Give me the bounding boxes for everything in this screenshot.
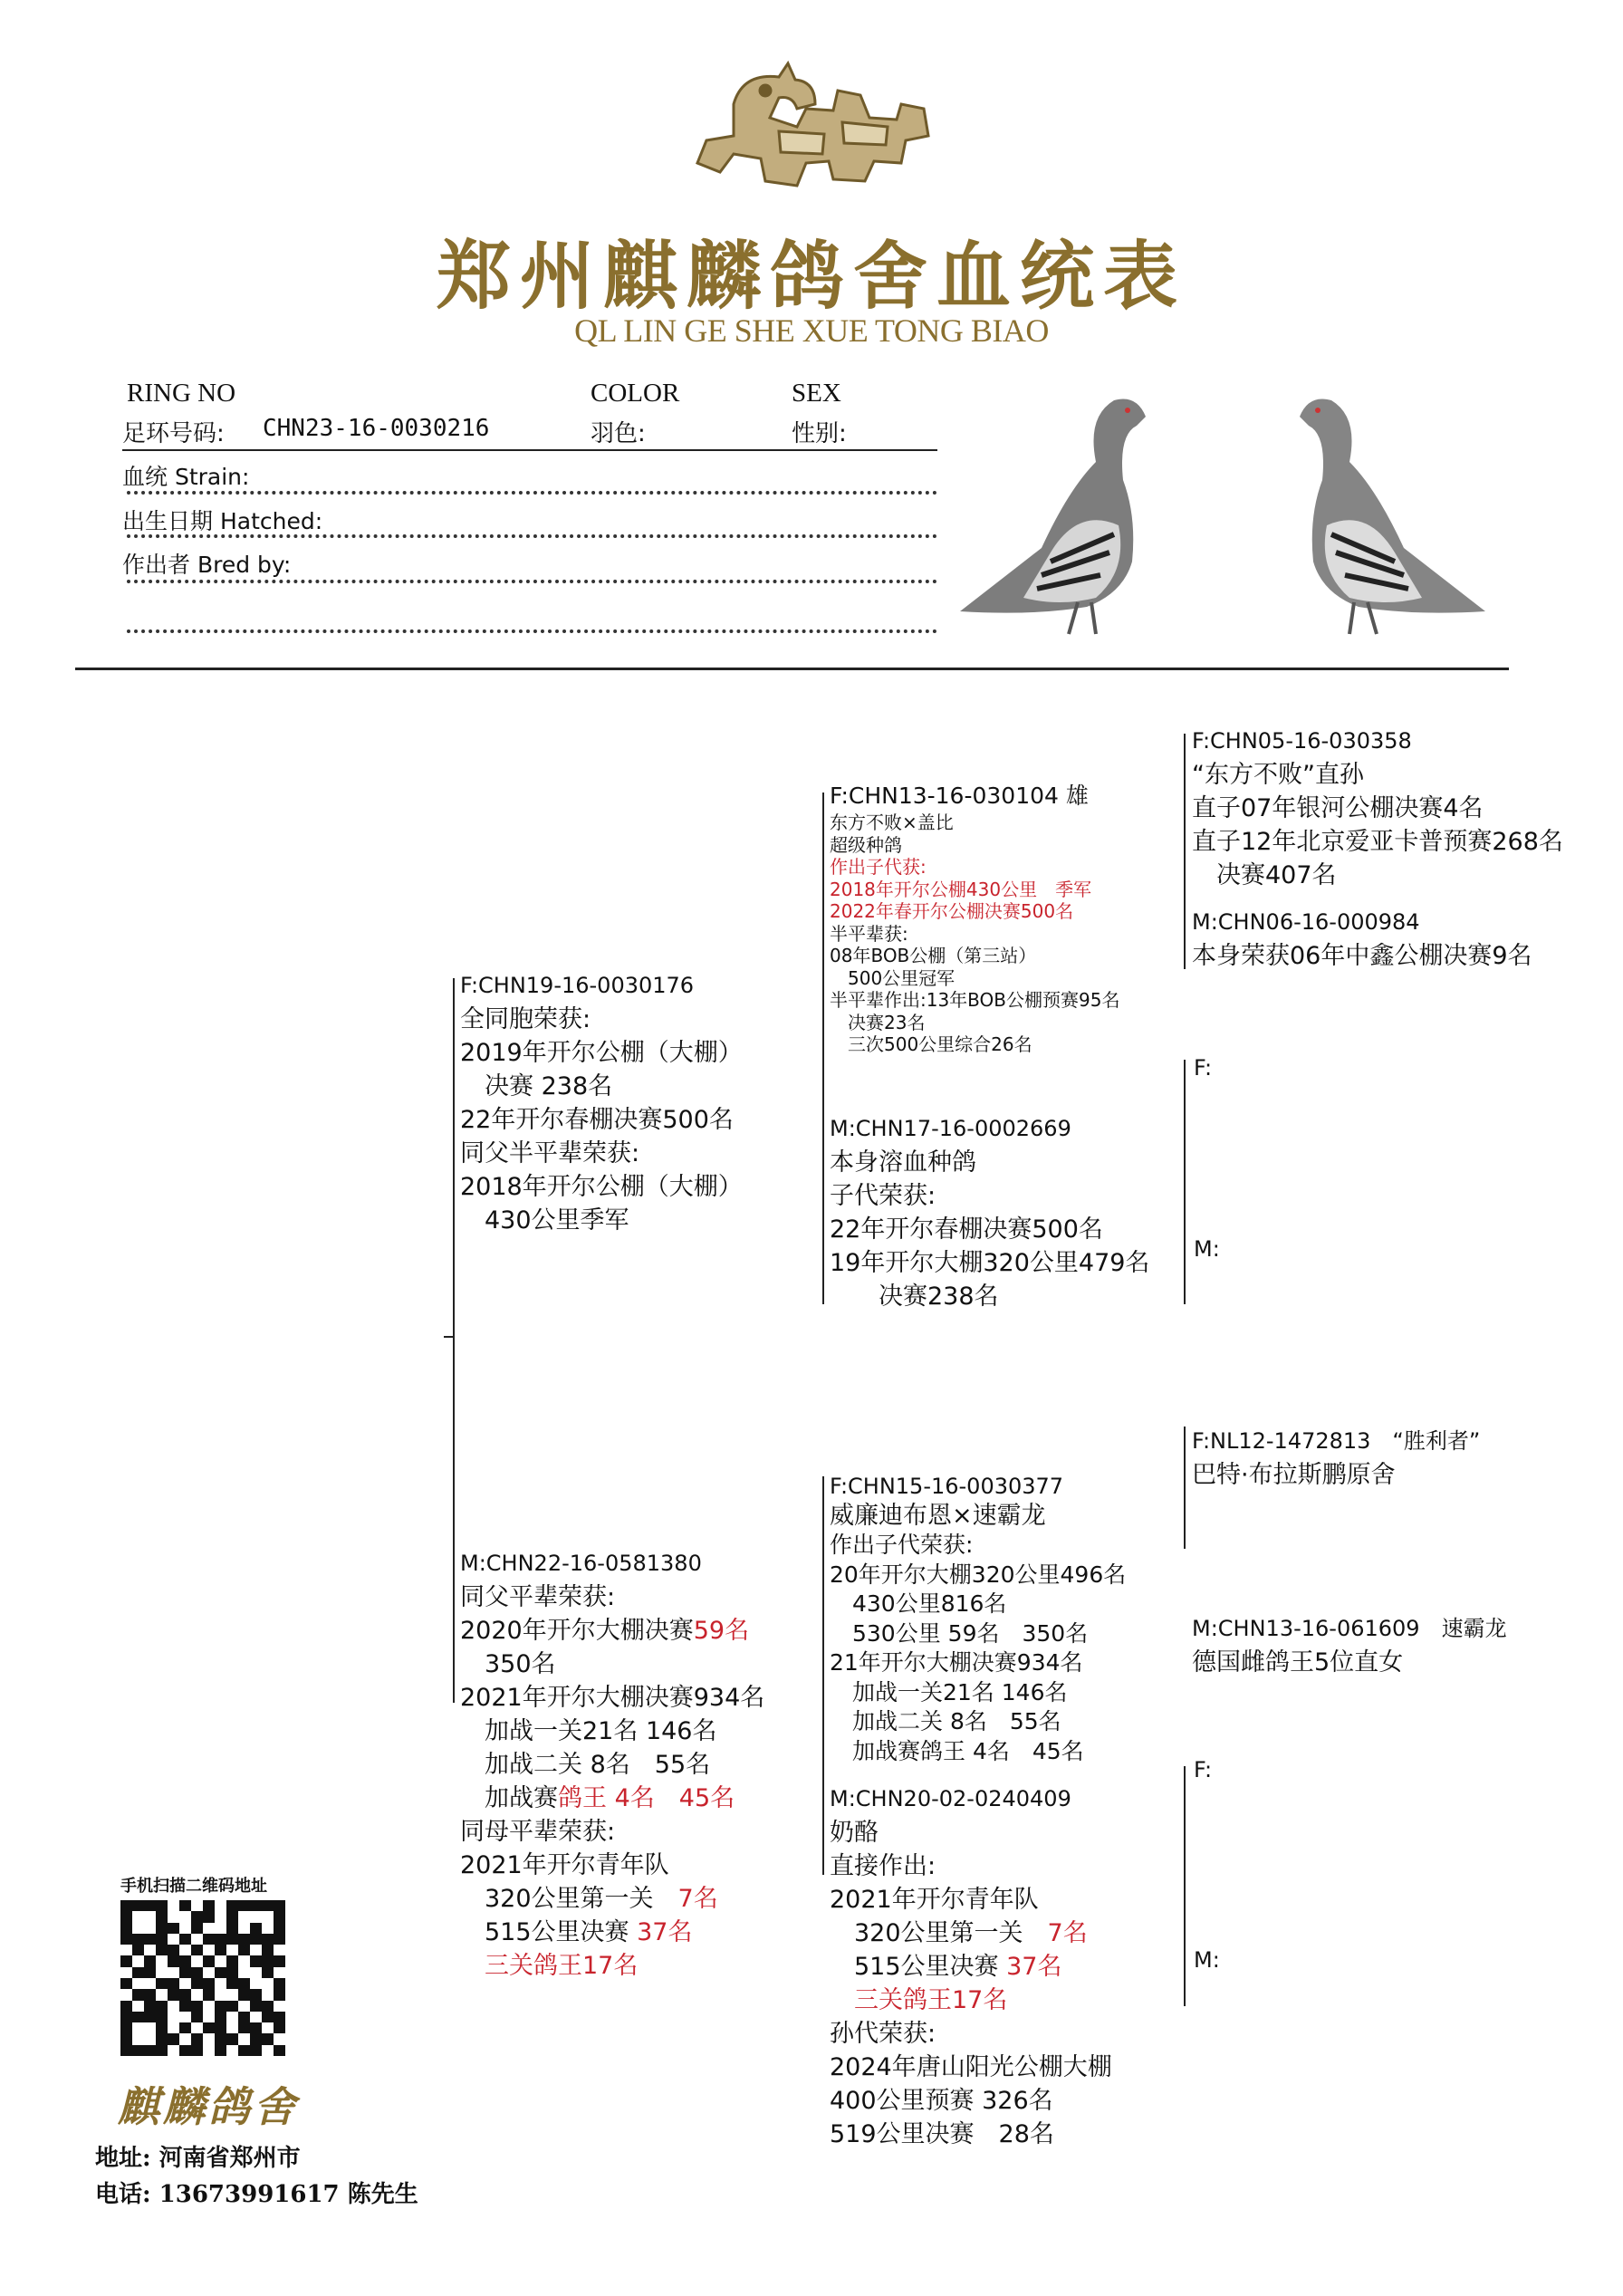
pedigree-line: 加战二关 8名 55名 <box>460 1751 711 1779</box>
pedigree-line: 500公里冠军 <box>830 966 956 989</box>
ring-no-label-en: RING NO <box>127 379 236 408</box>
qr-code[interactable] <box>120 1900 285 2056</box>
hatched-label: 出生日期 Hatched: <box>122 508 323 534</box>
dd-ring: M:CHN20-02-0240409 <box>830 1786 1071 1811</box>
sdd-ring: M: <box>1194 1236 1220 1262</box>
pedigree-line: 巴特·布拉斯鹏原舍 <box>1192 1461 1396 1489</box>
sire-ring: F:CHN19-16-0030176 <box>460 973 695 998</box>
pedigree-line: 19年开尔大棚320公里479名 <box>830 1249 1150 1277</box>
ds-ring: F:CHN15-16-0030377 <box>830 1474 1064 1499</box>
header-divider <box>75 668 1509 670</box>
pedigree-line: 决赛407名 <box>1192 861 1337 889</box>
pedigree-line: 直接作出: <box>830 1852 936 1880</box>
ring-no-value: CHN23-16-0030216 <box>263 415 490 442</box>
sd-block <box>830 1112 1149 1313</box>
bred-by-label: 作出者 Bred by: <box>122 552 292 578</box>
pedigree-line: 直子12年北京爱亚卡普预赛268名 <box>1192 828 1563 856</box>
ssd-ring: M:CHN06-16-000984 <box>1192 909 1420 935</box>
pedigree-line: 半平辈作出:13年BOB公棚预赛95名 <box>830 989 1120 1011</box>
pedigree-line: 三关鸽王17名 <box>830 1986 1008 2014</box>
pedigree-line: 本身荣获06年中鑫公棚决赛9名 <box>1192 942 1532 970</box>
pedigree-line: 本身溶血种鸽 <box>830 1148 976 1177</box>
dotted-line <box>127 580 937 583</box>
pedigree-line: 2019年开尔公棚（大棚） <box>460 1039 743 1067</box>
pedigree-line: 三关鸽王17名 <box>460 1952 639 1980</box>
pedigree-line: 22年开尔春棚决赛500名 <box>460 1106 734 1134</box>
pedigree-line: 直子07年银河公棚决赛4名 <box>1192 794 1484 822</box>
pedigree-line: 同父半平辈荣获: <box>460 1139 640 1167</box>
pedigree-line: 2018年开尔公棚430公里 季军 <box>830 878 1092 900</box>
page-subtitle: QL LIN GE SHE XUE TONG BIAO <box>574 312 1049 349</box>
pedigree-line: 22年开尔春棚决赛500名 <box>830 1215 1103 1244</box>
pedigree-line: 530公里 59名 350名 <box>830 1619 1089 1647</box>
dragon-logo <box>679 54 951 203</box>
pedigree-line: 2021年开尔大棚决赛934名 <box>460 1684 765 1712</box>
ss-bracket <box>1184 734 1186 969</box>
pedigree-line: 决赛238名 <box>830 1282 999 1311</box>
sire-bracket <box>822 793 824 1304</box>
pedigree-line: 孙代荣获: <box>830 2020 936 2048</box>
pedigree-line: 超级种鸽 <box>830 833 902 856</box>
dsd-ring: M:CHN13-16-061609 速霸龙 <box>1192 1616 1507 1641</box>
pedigree-line: 威廉迪布恩×速霸龙 <box>830 1501 1046 1530</box>
ss-ring: F:CHN13-16-030104 雄 <box>830 783 1089 809</box>
page-title: 郑州麒麟鸽舍血统表 <box>436 233 1186 320</box>
dss-block <box>1192 1425 1480 1492</box>
dam-ring: M:CHN22-16-0581380 <box>460 1551 702 1576</box>
pedigree-line: 加战赛鸽王 4名 45名 <box>460 1784 735 1812</box>
ring-no-label-cn: 足环号码: <box>122 420 225 447</box>
pedigree-line: 21年开尔大棚决赛934名 <box>830 1649 1083 1676</box>
ssd-block <box>1192 906 1532 973</box>
pedigree-line: 2018年开尔公棚（大棚） <box>460 1173 743 1201</box>
pedigree-line: 519公里决赛 28名 <box>830 2120 1054 2148</box>
pedigree-line: 奶酪 <box>830 1819 879 1847</box>
sex-label-en: SEX <box>792 379 841 408</box>
pedigree-line: 德国雌鸽王5位直女 <box>1192 1648 1404 1676</box>
pedigree-line: 同父平辈荣获: <box>460 1583 616 1611</box>
dd-block <box>830 1782 1112 2151</box>
pedigree-line: 2024年唐山阳光公棚大棚 <box>830 2053 1112 2081</box>
ds-block <box>830 1472 1126 1766</box>
pedigree-line: 515公里决赛 37名 <box>830 1953 1062 1981</box>
sire-block <box>460 969 743 1237</box>
brand-signature: 麒麟鸽舍 <box>118 2082 299 2131</box>
pedigree-line: 320公里第一关 7名 <box>460 1885 718 1913</box>
dotted-line <box>127 534 937 538</box>
pedigree-line: 20年开尔大棚320公里496名 <box>830 1561 1127 1588</box>
pigeons-illustration <box>942 380 1503 656</box>
sss-ring: F:CHN05-16-030358 <box>1192 728 1412 754</box>
dam-bracket <box>822 1476 824 1875</box>
pedigree-line: 同母平辈荣获: <box>460 1818 616 1846</box>
sd-ring: M:CHN17-16-0002669 <box>830 1116 1071 1141</box>
dds-ring: F: <box>1194 1757 1213 1782</box>
pedigree-line: 东方不败×盖比 <box>830 812 954 833</box>
pedigree-line: 三次500公里综合26名 <box>830 1033 1032 1055</box>
color-label-en: COLOR <box>591 379 680 408</box>
pedigree-line: 2022年春开尔公棚决赛500名 <box>830 900 1074 922</box>
gen1-tick <box>444 1336 453 1338</box>
dd-bracket <box>1184 1766 1186 2006</box>
pedigree-line: 作出子代获: <box>830 856 927 878</box>
pedigree-line: 全同胞荣获: <box>460 1005 591 1033</box>
ddd-ring: M: <box>1194 1947 1220 1973</box>
ss-block <box>830 781 1119 1056</box>
address: 地址: 河南省郑州市 <box>95 2145 301 2172</box>
pedigree-line: 加战一关21名 146名 <box>830 1678 1068 1705</box>
sd-bracket <box>1184 1060 1186 1304</box>
pedigree-line: 515公里决赛 37名 <box>460 1918 693 1946</box>
pedigree-line: 350名 <box>460 1650 556 1678</box>
qr-caption: 手机扫描二维码地址 <box>120 1877 267 1896</box>
pedigree-line: 加战一关21名 146名 <box>460 1717 717 1745</box>
dam-block <box>460 1547 764 1983</box>
pedigree-line: 决赛 238名 <box>460 1072 613 1100</box>
strain-label: 血统 Strain: <box>122 464 250 490</box>
pedigree-line: 2021年开尔青年队 <box>460 1851 669 1879</box>
color-label-cn: 羽色: <box>591 420 646 447</box>
form-underline <box>122 449 937 451</box>
dotted-line <box>127 629 937 633</box>
sss-block <box>1192 725 1563 892</box>
pedigree-line: 2021年开尔青年队 <box>830 1886 1039 1914</box>
sex-label-cn: 性别: <box>792 420 847 447</box>
pedigree-line: 加战二关 8名 55名 <box>830 1708 1061 1734</box>
pedigree-line: 08年BOB公棚（第三站） <box>830 945 1037 966</box>
pedigree-line: 决赛23名 <box>830 1011 926 1033</box>
pedigree-line: 2020年开尔大棚决赛59名 <box>460 1617 750 1645</box>
pedigree-line: 320公里第一关 7名 <box>830 1919 1088 1947</box>
pedigree-line: 430公里季军 <box>460 1206 629 1234</box>
pedigree-line: 作出子代荣获: <box>830 1532 974 1558</box>
gen1-bracket <box>453 978 455 1703</box>
dsd-block <box>1192 1612 1507 1679</box>
pedigree-line: 半平辈获: <box>830 922 908 945</box>
dss-ring: F:NL12-1472813 “胜利者” <box>1192 1428 1481 1454</box>
pedigree-line: “东方不败”直孙 <box>1192 761 1364 789</box>
pedigree-line: 加战赛鸽王 4名 45名 <box>830 1737 1084 1764</box>
phone: 电话: 13673991617 陈先生 <box>95 2181 418 2208</box>
sds-ring: F: <box>1194 1055 1213 1081</box>
ds-bracket <box>1184 1427 1186 1549</box>
dotted-line <box>127 491 937 495</box>
pedigree-line: 400公里预赛 326名 <box>830 2087 1053 2115</box>
pedigree-line: 430公里816名 <box>830 1590 1007 1617</box>
pedigree-line: 子代荣获: <box>830 1182 936 1210</box>
